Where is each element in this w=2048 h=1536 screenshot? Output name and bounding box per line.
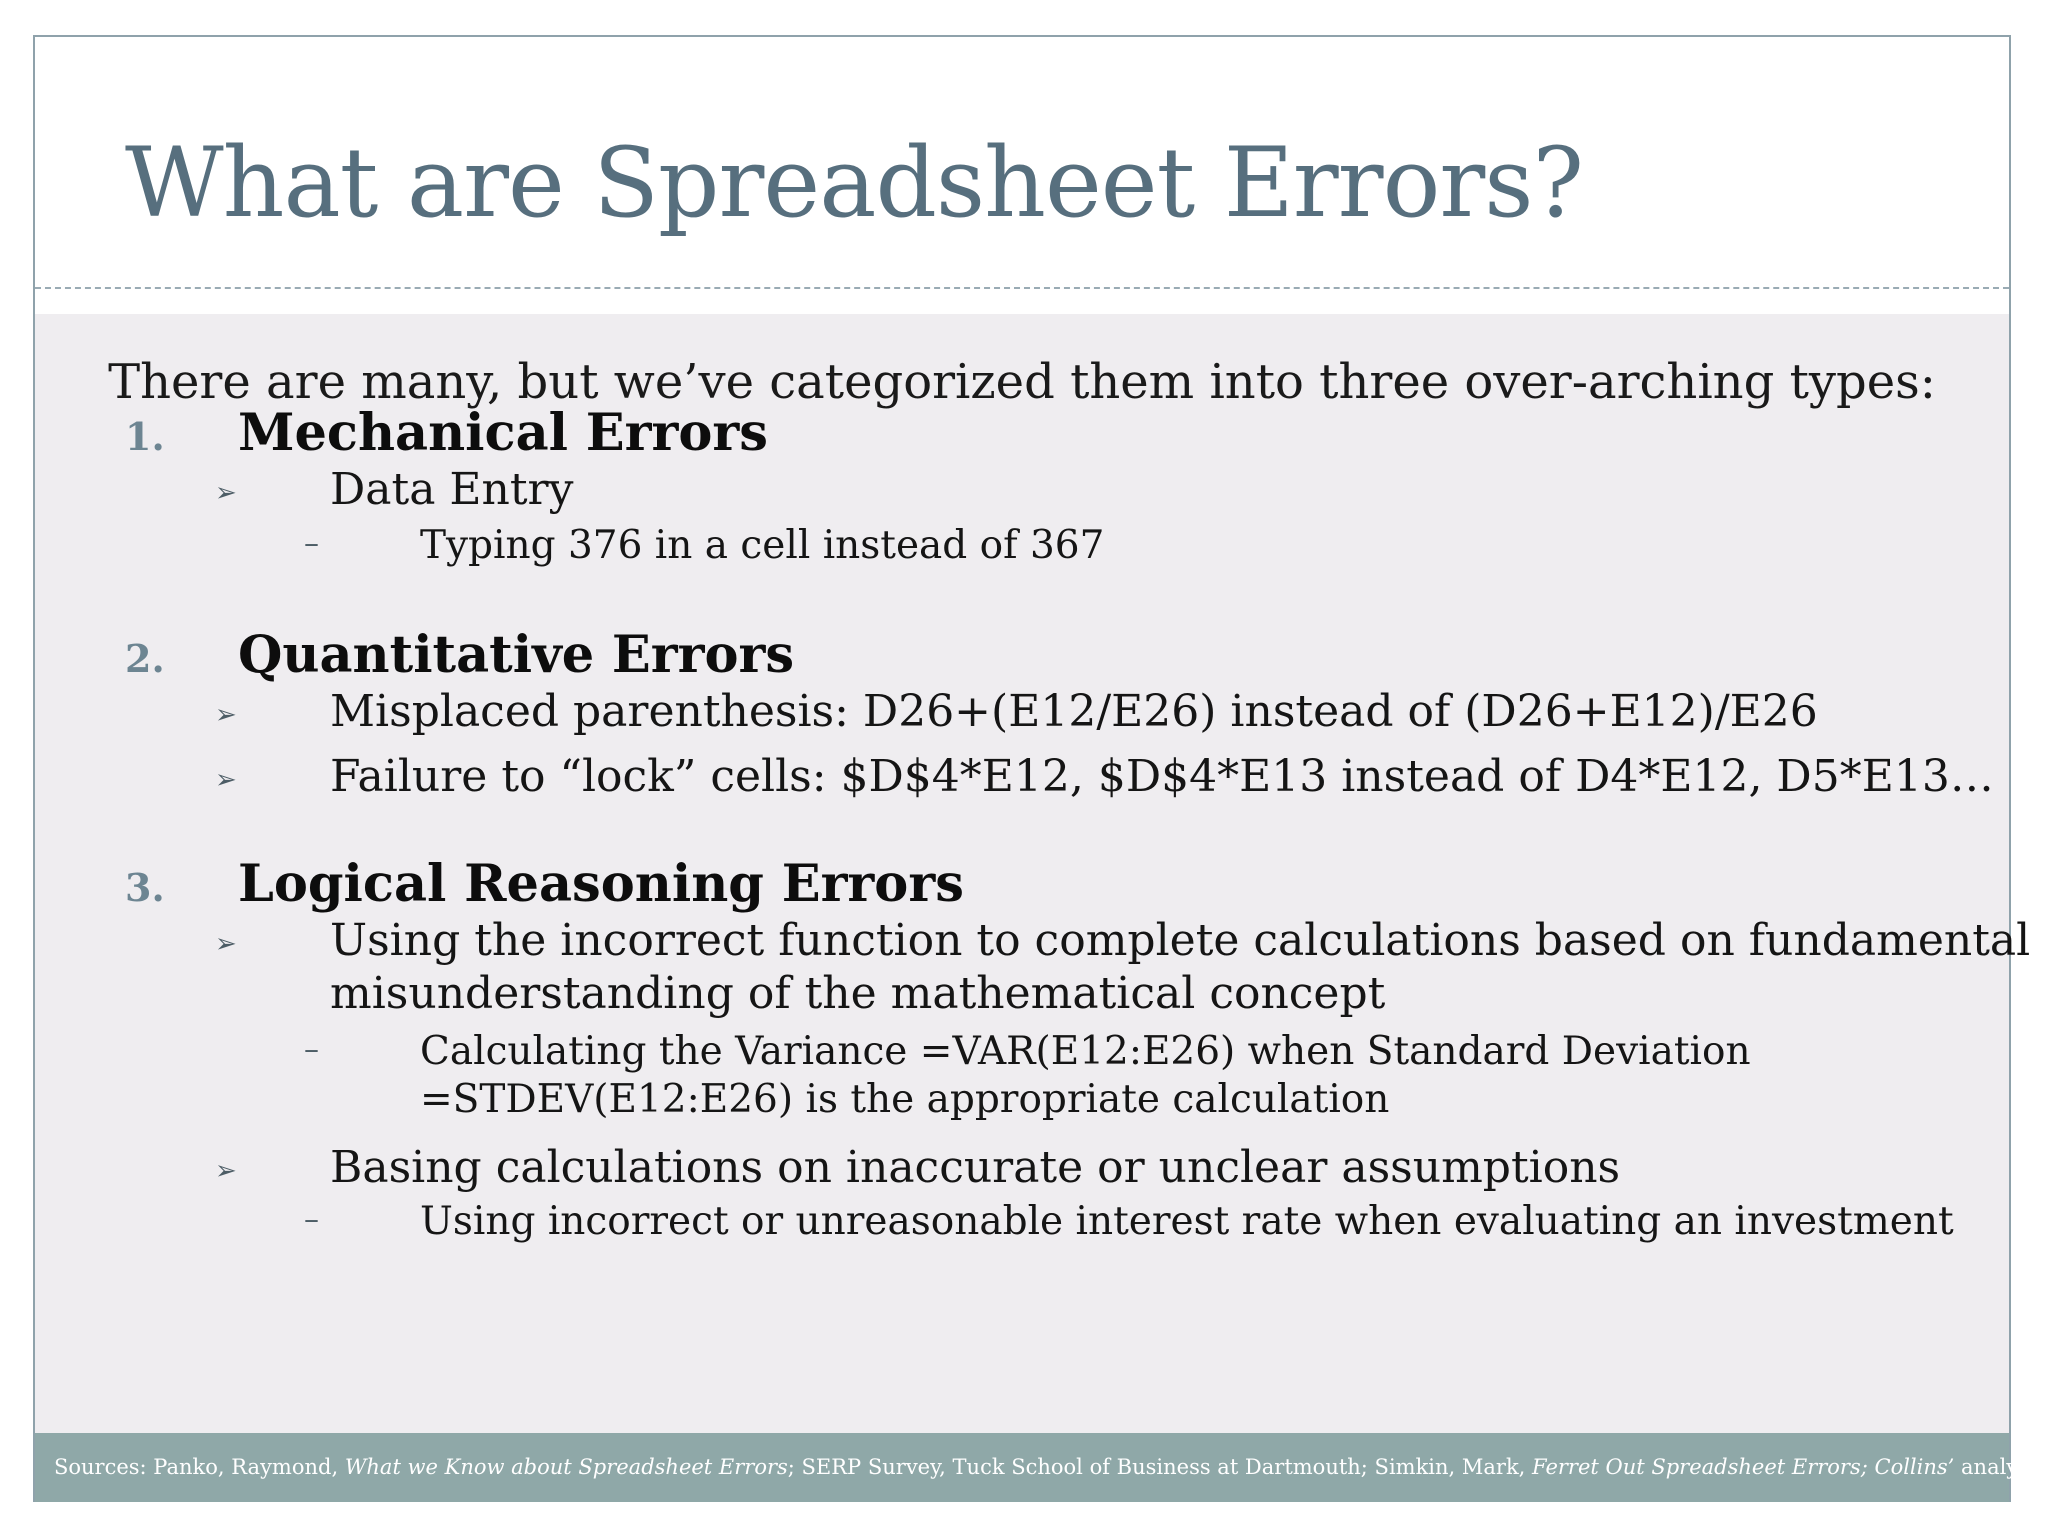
list-subitem-continuation: =STDEV(E12:E26) is the appropriate calculation <box>420 1077 1390 1122</box>
slide <box>33 35 2047 1502</box>
sources-prefix: Sources: Panko, Raymond, <box>54 1455 345 1479</box>
category-heading-quantitative: Quantitative Errors <box>238 625 795 685</box>
sources-text <box>54 1455 2046 1479</box>
list-item: Failure to “lock” cells: $D$4*E12, $D$4*E13 instead of D4*E12, D5*E13… <box>330 751 1994 802</box>
list-subitem: Using incorrect or unreasonable interest rate when evaluating an investment <box>420 1199 1954 1244</box>
slide-title: What are Spreadsheet Errors? <box>125 127 1583 239</box>
list-subitem: Calculating the Variance =VAR(E12:E26) when Standard Deviation <box>420 1029 1751 1074</box>
sources-footer <box>35 1433 2047 1502</box>
list-item-continuation: misunderstanding of the mathematical concept <box>330 968 1386 1019</box>
intro-text: There are many, but we’ve categorized them into three over-arching types: <box>108 354 1936 410</box>
category-number-1: 1. <box>125 414 165 459</box>
source-title-panko: What we Know about Spreadsheet Errors <box>344 1455 788 1479</box>
title-area <box>35 37 2009 287</box>
list-item: Data Entry <box>330 464 574 515</box>
category-heading-logical: Logical Reasoning Errors <box>238 854 964 914</box>
source-title-simkin: Ferret Out Spreadsheet Errors; Collins’ <box>1532 1455 1955 1479</box>
list-item: Misplaced parenthesis: D26+(E12/E26) instead of (D26+E12)/E26 <box>330 686 1818 737</box>
title-divider <box>35 287 2009 289</box>
arrow-bullet-icon: ➢ <box>215 478 237 508</box>
dash-bullet-icon: – <box>304 1032 319 1067</box>
arrow-bullet-icon: ➢ <box>215 765 237 795</box>
dash-bullet-icon: – <box>304 526 319 561</box>
sources-middle: ; SERP Survey, Tuck School of Business at Dartmouth; Simkin, Mark, <box>787 1455 1533 1479</box>
dash-bullet-icon: – <box>304 1202 319 1237</box>
list-subitem: Typing 376 in a cell instead of 367 <box>420 523 1105 568</box>
arrow-bullet-icon: ➢ <box>215 1156 237 1186</box>
content-area <box>35 314 2031 1466</box>
category-number-2: 2. <box>125 636 165 681</box>
category-heading-mechanical: Mechanical Errors <box>238 403 768 463</box>
list-item: Using the incorrect function to complete calculations based on fundamental <box>330 915 2031 966</box>
arrow-bullet-icon: ➢ <box>215 929 237 959</box>
list-item: Basing calculations on inaccurate or unclear assumptions <box>330 1142 1621 1193</box>
arrow-bullet-icon: ➢ <box>215 700 237 730</box>
category-number-3: 3. <box>125 865 165 910</box>
sources-suffix: analysis <box>1954 1455 2047 1479</box>
